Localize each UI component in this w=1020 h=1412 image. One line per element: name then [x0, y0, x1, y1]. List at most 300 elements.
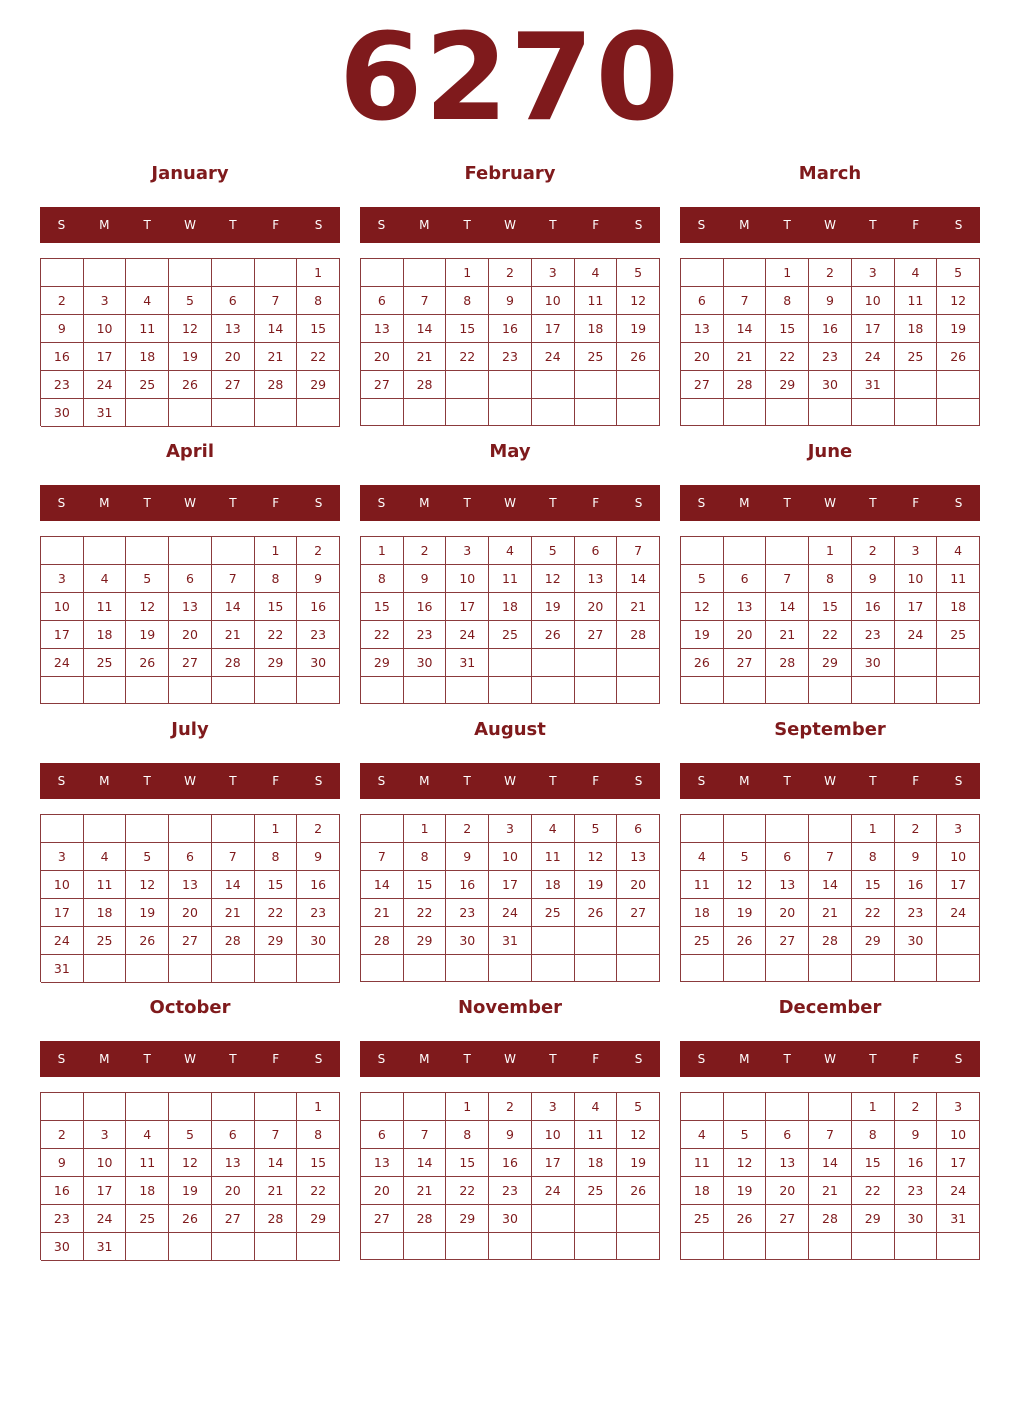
day-cell: [681, 259, 724, 287]
day-cell: 18: [126, 1177, 169, 1205]
day-cell: 6: [724, 565, 767, 593]
day-cell: 14: [404, 1149, 447, 1177]
day-cell: [617, 371, 660, 399]
day-cell: [895, 677, 938, 704]
day-cell: [297, 677, 340, 704]
day-cell: [809, 677, 852, 704]
day-cell: [852, 677, 895, 704]
day-cell: [532, 399, 575, 426]
day-cell: 23: [895, 1177, 938, 1205]
day-cell: 21: [766, 621, 809, 649]
day-cell: [532, 955, 575, 982]
day-cell: [212, 815, 255, 843]
day-grid: [40, 814, 340, 982]
day-cell: 15: [361, 593, 404, 621]
day-cell: 3: [41, 843, 84, 871]
weekday-label: F: [912, 774, 920, 788]
weekday-header: [680, 485, 980, 521]
weekday-label: W: [184, 218, 196, 232]
day-cell: [169, 677, 212, 704]
day-cell: 1: [766, 259, 809, 287]
month-april: [40, 438, 340, 708]
day-cell: 25: [681, 927, 724, 955]
weekday-label: F: [592, 1052, 600, 1066]
day-cell: 26: [126, 649, 169, 677]
day-cell: 27: [212, 371, 255, 399]
weekday-label: S: [377, 1052, 386, 1066]
day-cell: 24: [937, 1177, 980, 1205]
weekday-label: W: [504, 496, 516, 510]
day-cell: [724, 677, 767, 704]
day-cell: [809, 399, 852, 426]
day-cell: 21: [404, 1177, 447, 1205]
day-cell: 21: [724, 343, 767, 371]
day-cell: 30: [895, 927, 938, 955]
day-cell: 10: [84, 315, 127, 343]
day-cell: 22: [809, 621, 852, 649]
day-cell: 16: [297, 593, 340, 621]
day-cell: 13: [724, 593, 767, 621]
day-cell: [724, 259, 767, 287]
day-cell: 31: [41, 955, 84, 983]
day-cell: 1: [297, 1093, 340, 1121]
day-cell: 3: [84, 287, 127, 315]
day-cell: [766, 815, 809, 843]
day-cell: 16: [41, 343, 84, 371]
day-cell: 3: [532, 1093, 575, 1121]
day-cell: 7: [361, 843, 404, 871]
weekday-label: T: [463, 218, 471, 232]
day-cell: [361, 1093, 404, 1121]
day-cell: 14: [724, 315, 767, 343]
day-cell: 24: [84, 1205, 127, 1233]
day-cell: [852, 955, 895, 982]
weekday-label: M: [739, 1052, 750, 1066]
day-cell: [681, 537, 724, 565]
day-cell: 4: [937, 537, 980, 565]
day-cell: 24: [532, 1177, 575, 1205]
day-cell: 7: [404, 1121, 447, 1149]
day-cell: 15: [297, 1149, 340, 1177]
weekday-label: S: [697, 774, 706, 788]
day-cell: 19: [532, 593, 575, 621]
day-cell: 30: [404, 649, 447, 677]
day-cell: 9: [41, 315, 84, 343]
day-cell: [895, 371, 938, 399]
weekday-label: T: [463, 1052, 471, 1066]
day-cell: 19: [126, 621, 169, 649]
day-cell: 12: [724, 1149, 767, 1177]
month-title: November: [457, 997, 563, 1018]
day-cell: 19: [724, 1177, 767, 1205]
day-cell: [446, 1233, 489, 1260]
day-cell: 10: [41, 871, 84, 899]
day-cell: 28: [404, 1205, 447, 1233]
day-cell: 26: [617, 1177, 660, 1205]
day-cell: 21: [404, 343, 447, 371]
day-cell: [617, 399, 660, 426]
day-cell: 2: [297, 815, 340, 843]
weekday-label: M: [739, 496, 750, 510]
day-cell: 3: [84, 1121, 127, 1149]
weekday-label: F: [592, 218, 600, 232]
day-cell: 14: [617, 565, 660, 593]
day-cell: 9: [809, 287, 852, 315]
day-cell: 11: [681, 1149, 724, 1177]
day-cell: [84, 955, 127, 983]
day-cell: [895, 649, 938, 677]
day-cell: [41, 259, 84, 287]
day-cell: 11: [126, 315, 169, 343]
day-cell: 10: [895, 565, 938, 593]
day-cell: 3: [446, 537, 489, 565]
day-cell: 9: [41, 1149, 84, 1177]
day-cell: [126, 399, 169, 427]
day-cell: 27: [766, 927, 809, 955]
day-cell: 28: [809, 1205, 852, 1233]
day-cell: 13: [361, 315, 404, 343]
day-cell: 29: [852, 927, 895, 955]
day-cell: 24: [446, 621, 489, 649]
day-cell: [809, 1093, 852, 1121]
day-cell: 18: [937, 593, 980, 621]
day-cell: 7: [724, 287, 767, 315]
day-cell: [446, 955, 489, 982]
day-cell: 29: [766, 371, 809, 399]
day-cell: [404, 399, 447, 426]
day-cell: 4: [895, 259, 938, 287]
weekday-label: S: [314, 774, 323, 788]
day-cell: 20: [169, 621, 212, 649]
weekday-label: F: [912, 496, 920, 510]
day-cell: 6: [212, 1121, 255, 1149]
day-cell: 15: [297, 315, 340, 343]
day-cell: 7: [617, 537, 660, 565]
day-cell: [41, 815, 84, 843]
day-cell: 15: [852, 871, 895, 899]
day-cell: 20: [361, 1177, 404, 1205]
day-cell: 25: [681, 1205, 724, 1233]
month-march: [680, 160, 980, 430]
day-cell: 19: [617, 1149, 660, 1177]
day-cell: [169, 399, 212, 427]
day-cell: 23: [852, 621, 895, 649]
day-cell: [575, 1233, 618, 1260]
day-cell: 18: [84, 621, 127, 649]
weekday-header: [360, 207, 660, 243]
weekday-label: W: [824, 496, 836, 510]
day-cell: 23: [297, 621, 340, 649]
day-cell: 6: [766, 843, 809, 871]
day-cell: 30: [489, 1205, 532, 1233]
day-cell: [404, 677, 447, 704]
weekday-header: [680, 207, 980, 243]
day-cell: 21: [809, 1177, 852, 1205]
day-cell: 26: [126, 927, 169, 955]
day-cell: 17: [937, 1149, 980, 1177]
day-cell: 29: [852, 1205, 895, 1233]
day-cell: 24: [41, 927, 84, 955]
day-cell: 28: [766, 649, 809, 677]
day-cell: [617, 927, 660, 955]
day-cell: [681, 815, 724, 843]
day-cell: 10: [937, 1121, 980, 1149]
weekday-label: T: [869, 774, 877, 788]
weekday-label: T: [549, 218, 557, 232]
day-cell: 17: [84, 1177, 127, 1205]
day-cell: 18: [532, 871, 575, 899]
day-cell: [724, 1233, 767, 1260]
day-grid: [40, 258, 340, 426]
weekday-label: M: [739, 774, 750, 788]
weekday-label: F: [912, 218, 920, 232]
day-cell: [937, 649, 980, 677]
weekday-header: [40, 485, 340, 521]
day-cell: 18: [489, 593, 532, 621]
day-cell: [937, 955, 980, 982]
day-cell: 3: [937, 1093, 980, 1121]
day-cell: 3: [937, 815, 980, 843]
day-cell: [126, 1093, 169, 1121]
weekday-label: T: [229, 218, 237, 232]
day-cell: 25: [84, 927, 127, 955]
day-cell: 8: [809, 565, 852, 593]
day-cell: 26: [724, 927, 767, 955]
day-cell: 1: [297, 259, 340, 287]
weekday-label: W: [824, 1052, 836, 1066]
weekday-label: T: [143, 1052, 151, 1066]
day-cell: 27: [169, 927, 212, 955]
day-cell: 23: [41, 371, 84, 399]
day-cell: 10: [532, 287, 575, 315]
day-cell: 21: [255, 343, 298, 371]
day-cell: 22: [255, 621, 298, 649]
day-cell: 3: [852, 259, 895, 287]
day-cell: 25: [84, 649, 127, 677]
weekday-label: M: [419, 1052, 430, 1066]
day-cell: 1: [255, 537, 298, 565]
day-cell: 10: [532, 1121, 575, 1149]
day-cell: [446, 371, 489, 399]
day-cell: 1: [255, 815, 298, 843]
day-cell: [84, 677, 127, 704]
day-cell: 6: [169, 565, 212, 593]
weekday-header: [360, 1041, 660, 1077]
weekday-label: S: [697, 218, 706, 232]
day-cell: 16: [446, 871, 489, 899]
month-title: August: [474, 719, 546, 740]
day-cell: 23: [489, 1177, 532, 1205]
month-june: [680, 438, 980, 708]
weekday-label: S: [634, 218, 643, 232]
weekday-header: [40, 763, 340, 799]
day-cell: 15: [255, 871, 298, 899]
day-cell: 1: [852, 1093, 895, 1121]
day-cell: [404, 955, 447, 982]
day-grid: [680, 258, 980, 426]
day-cell: 8: [404, 843, 447, 871]
day-cell: 8: [361, 565, 404, 593]
day-cell: 28: [255, 1205, 298, 1233]
day-cell: 18: [575, 315, 618, 343]
weekday-label: W: [504, 1052, 516, 1066]
day-cell: 5: [126, 565, 169, 593]
weekday-label: T: [463, 774, 471, 788]
day-cell: 29: [361, 649, 404, 677]
day-cell: 16: [297, 871, 340, 899]
day-cell: 26: [937, 343, 980, 371]
day-cell: [489, 371, 532, 399]
weekday-label: F: [272, 496, 280, 510]
day-cell: 20: [575, 593, 618, 621]
day-cell: 18: [895, 315, 938, 343]
day-cell: 13: [575, 565, 618, 593]
month-november: [360, 994, 660, 1264]
day-cell: 8: [255, 843, 298, 871]
day-cell: [41, 537, 84, 565]
weekday-header: [360, 485, 660, 521]
day-cell: 13: [169, 871, 212, 899]
day-cell: [532, 677, 575, 704]
day-cell: 5: [126, 843, 169, 871]
day-cell: [724, 815, 767, 843]
day-cell: 25: [489, 621, 532, 649]
day-cell: [532, 649, 575, 677]
day-cell: [212, 399, 255, 427]
day-cell: [489, 399, 532, 426]
day-cell: [361, 1233, 404, 1260]
day-cell: [169, 537, 212, 565]
day-cell: 17: [489, 871, 532, 899]
day-cell: 10: [446, 565, 489, 593]
day-cell: [255, 259, 298, 287]
day-cell: 21: [617, 593, 660, 621]
day-cell: 5: [724, 1121, 767, 1149]
day-cell: 31: [84, 1233, 127, 1261]
day-cell: [852, 399, 895, 426]
day-cell: [84, 259, 127, 287]
day-cell: 4: [126, 287, 169, 315]
day-cell: [297, 1233, 340, 1261]
day-cell: 13: [681, 315, 724, 343]
day-cell: [255, 955, 298, 983]
month-title: May: [489, 441, 531, 462]
day-cell: 12: [169, 315, 212, 343]
day-cell: 22: [852, 1177, 895, 1205]
day-grid: [680, 1092, 980, 1260]
day-cell: [169, 1093, 212, 1121]
day-cell: 27: [617, 899, 660, 927]
weekday-label: M: [419, 774, 430, 788]
weekday-label: S: [314, 218, 323, 232]
day-cell: 9: [489, 287, 532, 315]
weekday-label: F: [592, 496, 600, 510]
day-cell: 29: [255, 649, 298, 677]
month-october: [40, 994, 340, 1264]
day-cell: [41, 677, 84, 704]
day-cell: 10: [489, 843, 532, 871]
day-cell: 16: [895, 871, 938, 899]
day-cell: [617, 677, 660, 704]
day-cell: 25: [575, 1177, 618, 1205]
day-cell: 18: [681, 899, 724, 927]
day-cell: 17: [852, 315, 895, 343]
day-cell: [361, 399, 404, 426]
day-cell: 8: [446, 287, 489, 315]
weekday-label: S: [377, 218, 386, 232]
day-cell: 15: [255, 593, 298, 621]
day-cell: 14: [212, 871, 255, 899]
weekday-label: S: [634, 1052, 643, 1066]
day-cell: 7: [255, 1121, 298, 1149]
weekday-header: [40, 1041, 340, 1077]
day-cell: 9: [895, 843, 938, 871]
day-cell: 2: [489, 1093, 532, 1121]
day-cell: [297, 399, 340, 427]
day-cell: 2: [446, 815, 489, 843]
day-cell: 8: [852, 843, 895, 871]
day-cell: 26: [575, 899, 618, 927]
day-cell: [126, 677, 169, 704]
day-cell: [766, 537, 809, 565]
day-cell: 27: [361, 1205, 404, 1233]
day-cell: [169, 1233, 212, 1261]
day-cell: 2: [895, 815, 938, 843]
weekday-label: T: [229, 496, 237, 510]
day-cell: 6: [575, 537, 618, 565]
day-cell: [489, 955, 532, 982]
day-cell: 13: [617, 843, 660, 871]
day-cell: [532, 371, 575, 399]
day-cell: 23: [297, 899, 340, 927]
day-cell: 22: [766, 343, 809, 371]
day-cell: 16: [489, 315, 532, 343]
day-cell: 12: [617, 1121, 660, 1149]
day-cell: [937, 371, 980, 399]
day-cell: 28: [404, 371, 447, 399]
weekday-label: S: [634, 496, 643, 510]
day-cell: [575, 955, 618, 982]
day-cell: 7: [255, 287, 298, 315]
day-grid: [40, 536, 340, 704]
day-cell: 25: [575, 343, 618, 371]
day-cell: [937, 927, 980, 955]
day-cell: [809, 955, 852, 982]
day-cell: [681, 1233, 724, 1260]
day-cell: [126, 259, 169, 287]
day-cell: 13: [212, 315, 255, 343]
day-cell: 2: [895, 1093, 938, 1121]
day-cell: 19: [169, 343, 212, 371]
day-cell: [212, 1233, 255, 1261]
day-cell: [169, 259, 212, 287]
weekday-header: [680, 763, 980, 799]
day-cell: [617, 955, 660, 982]
day-cell: [575, 927, 618, 955]
day-cell: [41, 1093, 84, 1121]
day-cell: 1: [361, 537, 404, 565]
day-cell: 5: [681, 565, 724, 593]
day-cell: 30: [852, 649, 895, 677]
day-cell: 6: [766, 1121, 809, 1149]
day-cell: 26: [724, 1205, 767, 1233]
day-cell: 14: [255, 315, 298, 343]
weekday-label: S: [314, 1052, 323, 1066]
day-cell: 9: [446, 843, 489, 871]
day-cell: 3: [41, 565, 84, 593]
day-cell: 29: [297, 371, 340, 399]
month-january: [40, 160, 340, 430]
